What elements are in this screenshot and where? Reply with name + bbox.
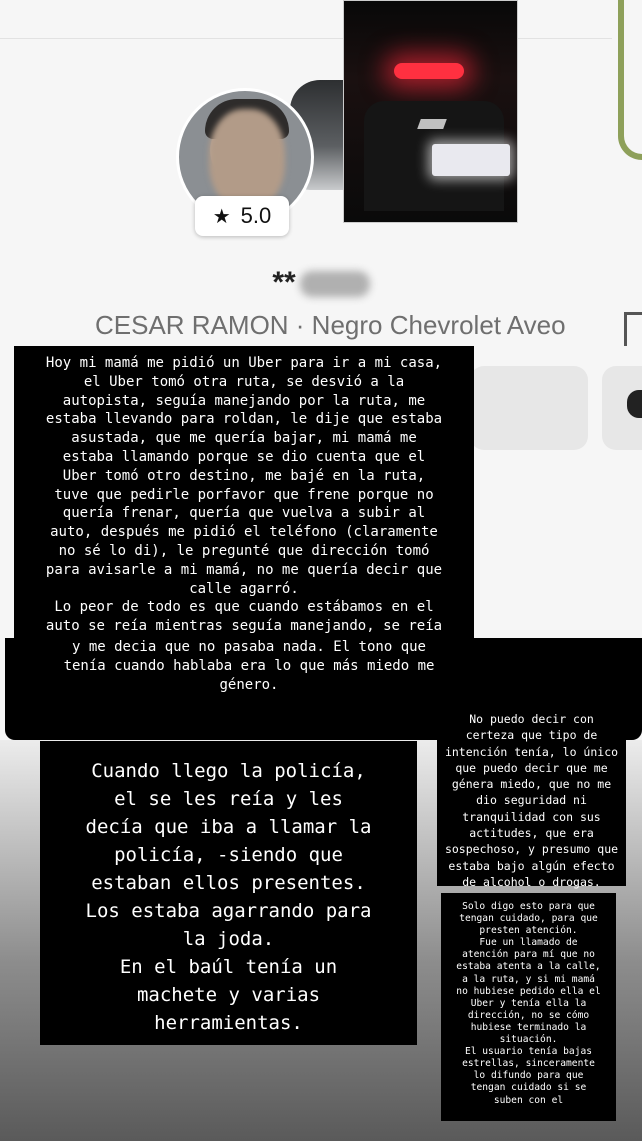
story-line: Cuando llego la policía,	[91, 760, 366, 782]
story-line: machete y varias	[136, 984, 321, 1006]
story-line: calle agarró.	[189, 580, 299, 597]
story-line: presten atención.	[479, 925, 578, 937]
story-line: sospechoso, y presumo que	[444, 842, 619, 857]
story-line: tengan cuidado, para que	[459, 913, 598, 925]
driver-rating-badge	[195, 196, 289, 236]
story-line: tengan cuidado si se	[470, 1082, 587, 1094]
story-line: de alcohol o drogas.	[462, 874, 601, 889]
story-line: herramientas.	[154, 1012, 303, 1034]
story-line: decía que iba a llamar la	[85, 816, 372, 838]
story-line: certeza que tipo de	[465, 728, 598, 743]
star-icon: ★	[212, 205, 231, 228]
story-line: y me decia que no pasaba nada. El tono que	[71, 639, 426, 655]
divider	[0, 38, 612, 39]
story-line: No puedo decir con	[469, 712, 594, 726]
story-text-box-1	[14, 346, 474, 638]
story-line: Uber y tenía ella la	[470, 997, 587, 1009]
story-line: actitudes, que era	[469, 826, 594, 841]
story-line: Uber tomó otro destino, me bajé en la ruta,	[62, 467, 426, 484]
story-line: suben con el	[493, 1094, 564, 1106]
blurred-plate	[300, 271, 370, 297]
story-line: auto, después me pidió el teléfono (claramente	[50, 524, 438, 541]
story-line: atención para mí que no	[462, 949, 595, 961]
story-line: hubiese terminado la	[470, 1021, 587, 1033]
story-line: Los estaba agarrando para	[85, 900, 372, 922]
phone-icon[interactable]	[627, 390, 642, 418]
story-line: Solo digo esto para que	[462, 901, 595, 912]
story-line: que puedo decir que me	[455, 760, 608, 775]
story-line: estrellas, sinceramente	[462, 1058, 595, 1070]
story-line: Hoy mi mamá me pidió un Uber para ir a mi casa,	[45, 355, 443, 371]
story-text-box-3	[437, 705, 626, 889]
story-continuation	[19, 638, 479, 694]
story-line: Fue un llamado de	[479, 937, 578, 949]
story-line: el Uber tomó otra ruta, se desvió a la	[83, 373, 405, 390]
story-line: quería frenar, quería que vuelva a subir al	[62, 505, 426, 522]
action-tile[interactable]	[470, 366, 588, 450]
story-line: no sé lo di), le pregunté que dirección tomó	[58, 542, 430, 559]
story-line: la joda.	[182, 928, 275, 950]
story-line: El usuario tenía bajas	[464, 1046, 593, 1058]
story-line: tenía cuando hablaba era lo que más miedo me	[63, 657, 435, 674]
story-line: situación.	[499, 1034, 558, 1046]
story-line: estaba llamando porque se dio cuenta que el	[62, 448, 426, 465]
story-line: no hubiese pedido ella el	[456, 985, 601, 997]
story-line: lo difundo para que	[473, 1070, 584, 1082]
story-line: el se les reía y les	[114, 788, 343, 810]
story-line: policía, -siendo que	[114, 844, 343, 866]
story-line: estaba llevando para roldan, le dije que estaba	[45, 411, 443, 428]
message-icon[interactable]	[624, 312, 642, 346]
map-card-edge	[618, 0, 642, 160]
story-text-box-4	[441, 893, 616, 1121]
story-line: En el baúl tenía un	[119, 956, 338, 978]
story-line: asustada, que me quería bajar, mi mamá me	[71, 430, 417, 447]
story-line: tuve que pedirle porfavor que frene porque no	[54, 486, 434, 503]
story-line: tranquilidad con sus	[462, 809, 601, 824]
story-line: Lo peor de todo es que cuando estábamos en el	[54, 599, 434, 616]
story-line: estaba bajo algún efecto	[448, 858, 615, 873]
rating-value: 5.0	[240, 203, 272, 228]
story-line: génera miedo, que no me	[451, 777, 612, 792]
story-line: género.	[219, 676, 279, 693]
story-line: autopista, seguía manejando por la ruta, me	[62, 392, 426, 409]
story-line: a la ruta, y si mi mamá	[462, 973, 595, 985]
story-line: dirección, no se cómo	[467, 1009, 590, 1021]
driver-details: CESAR RAMON · Negro Chevrolet Aveo	[95, 310, 566, 340]
story-line: intención tenía, lo único	[444, 744, 619, 759]
story-line: estaban ellos presentes.	[91, 872, 366, 894]
story-text-box-2	[40, 741, 417, 1045]
license-plate: **	[0, 266, 642, 300]
car-night-photo	[343, 0, 518, 223]
story-line: para avisarle a mi mamá, no me quería decir que	[45, 561, 443, 578]
story-line: dio seguridad ni	[476, 793, 587, 808]
story-line: estaba atenta a la calle,	[456, 961, 601, 973]
story-line: auto se reía mientras seguía manejando, se reía	[45, 618, 443, 635]
